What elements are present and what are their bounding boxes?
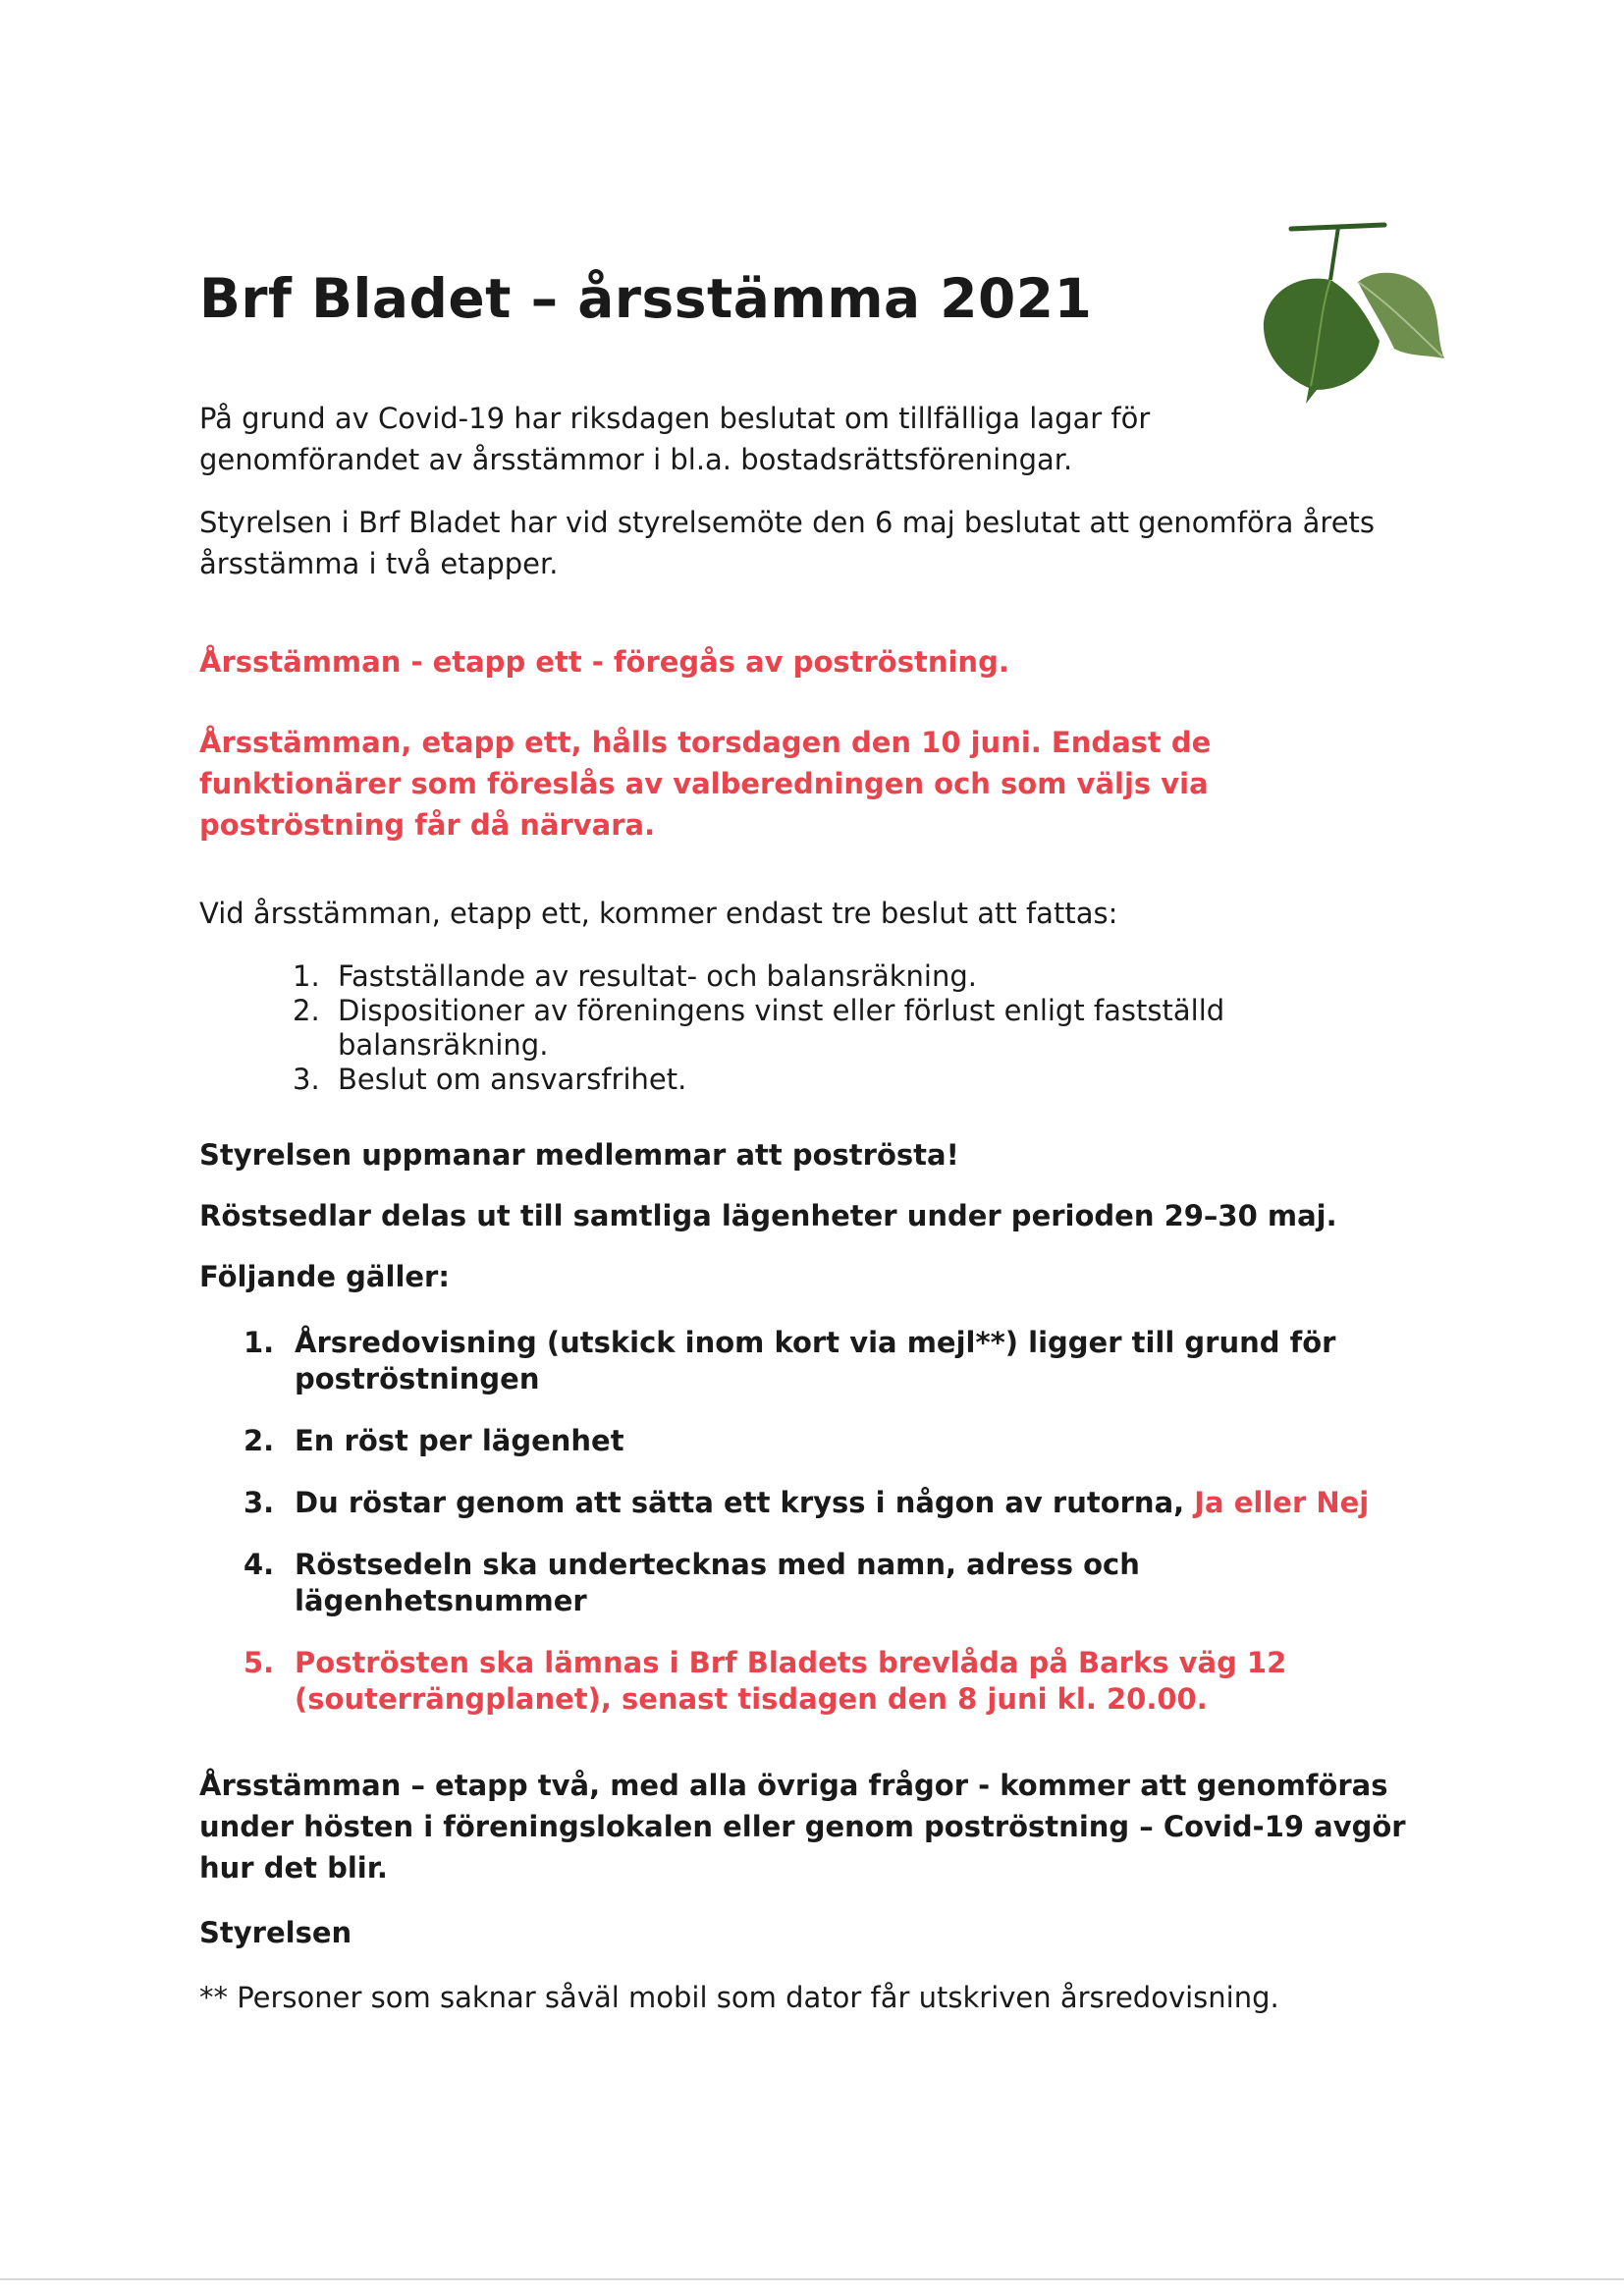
- urge-line: Styrelsen uppmanar medlemmar att poströsta!: [199, 1138, 959, 1172]
- stage-two-paragraph: Årsstämman – etapp två, med alla övriga frågor - kommer att genomföras under hösten i föreningslokalen eller genom poströstning – Covid-19 avgör hur det blir.: [199, 1769, 1406, 1885]
- list-item: 5. Poströsten ska lämnas i Brf Bladets brevlåda på Barks väg 12 (souterrängplanet), senast tisdagen den 8 juni kl. 20.00.: [244, 1646, 1287, 1716]
- birch-leaf-icon: [1252, 211, 1448, 408]
- list-item: 2. En röst per lägenhet: [244, 1424, 624, 1457]
- signature: Styrelsen: [199, 1916, 352, 1949]
- list-item: 1. Årsredovisning (utskick inom kort via mejl**) ligger till grund för poströstningen: [244, 1326, 1336, 1395]
- decisions-list: [293, 959, 1466, 1097]
- intro-paragraph: På grund av Covid-19 har riksdagen beslutat om tillfälliga lagar för genomförandet av årsstämmor i bl.a. bostadsrättsföreningar.: [199, 402, 1151, 476]
- list-item: 2. Dispositioner av föreningens vinst eller förlust enligt fastställd balansräkning.: [293, 994, 1225, 1062]
- page-title: Brf Bladet – årsstämma 2021: [199, 267, 1093, 330]
- decisions-intro: Vid årsstämman, etapp ett, kommer endast tre beslut att fattas:: [199, 897, 1118, 930]
- stage-one-heading: Årsstämman - etapp ett - föregås av poströstning.: [199, 645, 1009, 679]
- ballots-line: Röstsedlar delas ut till samtliga lägenheter under perioden 29–30 maj.: [199, 1199, 1337, 1232]
- document-body: [199, 398, 1466, 2018]
- rules-list: [244, 1325, 1466, 1718]
- vote-options-highlight: Ja eller Nej: [1194, 1486, 1370, 1519]
- scan-edge-divider: [0, 2278, 1624, 2280]
- footnote: ** Personer som saknar såväl mobil som dator får utskriven årsredovisning.: [199, 1981, 1279, 2014]
- stage-one-paragraph: Årsstämman, etapp ett, hålls torsdagen den 10 juni. Endast de funktionärer som föreslås av valberedningen och som väljs via poströstning får då närvara.: [199, 726, 1212, 842]
- list-item: 4. Röstsedeln ska undertecknas med namn, adress och lägenhetsnummer: [244, 1548, 1140, 1617]
- rules-heading: Följande gäller:: [199, 1260, 450, 1293]
- board-decision-paragraph: Styrelsen i Brf Bladet har vid styrelsemöte den 6 maj beslutat att genomföra årets årsstämma i två etapper.: [199, 506, 1376, 580]
- list-item: 3. Beslut om ansvarsfrihet.: [293, 1063, 687, 1096]
- list-item: 3. Du röstar genom att sätta ett kryss i någon av rutorna, Ja eller Nej: [244, 1486, 1370, 1519]
- list-item: 1. Fastställande av resultat- och balansräkning.: [293, 959, 977, 993]
